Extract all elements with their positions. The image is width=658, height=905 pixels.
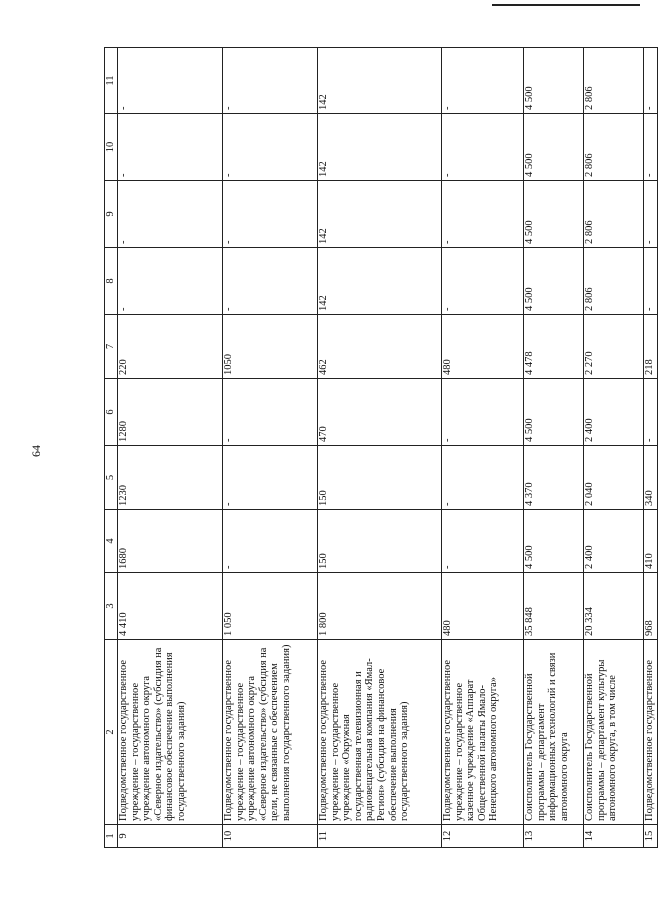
- value-cell-c5: -: [223, 446, 318, 510]
- value-cell-c9: -: [442, 181, 524, 248]
- value-cell-c7: 462: [318, 315, 442, 379]
- value-cell-c7: 1050: [223, 315, 318, 379]
- value-cell-c11: -: [223, 48, 318, 114]
- row-number-cell: 11: [318, 825, 442, 848]
- value-cell-c9: -: [644, 181, 658, 248]
- value-cell-c6: 470: [318, 379, 442, 446]
- row-number-cell: 12: [442, 825, 524, 848]
- value-cell-c4: -: [442, 510, 524, 573]
- value-cell-c8: -: [442, 248, 524, 315]
- value-cell-c5: 340: [644, 446, 658, 510]
- value-cell-c5: 2 040: [584, 446, 644, 510]
- row-number-cell: 13: [524, 825, 584, 848]
- value-cell-c3: 1 800: [318, 573, 442, 640]
- page-number: 64: [29, 445, 43, 457]
- table-row: [118, 48, 223, 848]
- value-cell-c6: -: [223, 379, 318, 446]
- value-cell-c5: 4 370: [524, 446, 584, 510]
- value-cell-c8: 2 806: [584, 248, 644, 315]
- budget-table: [104, 47, 658, 848]
- table-row: [442, 48, 524, 848]
- table-row: [223, 48, 318, 848]
- value-cell-c10: -: [442, 114, 524, 181]
- value-cell-c8: -: [118, 248, 223, 315]
- value-cell-c10: 4 500: [524, 114, 584, 181]
- value-cell-c8: 4 500: [524, 248, 584, 315]
- table-region: [104, 48, 655, 848]
- row-name-cell: Подведомственное государственное учреждение – государственное учреждение автономного округа «Северное издательство» (субсидия на цели, не связанные с обеспечением выполнения государственного задания): [223, 640, 318, 825]
- value-cell-c9: 142: [318, 181, 442, 248]
- value-cell-c3: 968: [644, 573, 658, 640]
- header-cell: 10: [105, 114, 118, 181]
- header-cell: 6: [105, 379, 118, 446]
- row-name-cell: Соисполнитель Государственной программы – департамент информационных технологий и связи автономного округа: [524, 640, 584, 825]
- header-row: [105, 48, 118, 848]
- value-cell-c7: 2 270: [584, 315, 644, 379]
- value-cell-c3: 4 410: [118, 573, 223, 640]
- row-number-cell: 9: [118, 825, 223, 848]
- value-cell-c7: 218: [644, 315, 658, 379]
- value-cell-c10: -: [118, 114, 223, 181]
- value-cell-c9: 4 500: [524, 181, 584, 248]
- table-row: [524, 48, 584, 848]
- header-cell: 5: [105, 446, 118, 510]
- header-cell: 8: [105, 248, 118, 315]
- value-cell-c11: 2 806: [584, 48, 644, 114]
- value-cell-c5: 1230: [118, 446, 223, 510]
- value-cell-c5: 150: [318, 446, 442, 510]
- value-cell-c3: 480: [442, 573, 524, 640]
- top-edge-mark: [492, 0, 640, 6]
- table-row: [644, 48, 658, 848]
- value-cell-c6: -: [442, 379, 524, 446]
- table-row: [584, 48, 644, 848]
- header-cell: 1: [105, 825, 118, 848]
- value-cell-c3: 35 848: [524, 573, 584, 640]
- row-name-cell: Подведомственное государственное учреждение – государственное казенное учреждение «Аппарат Общественной палаты Ямало-Ненецкого автономного округа»: [442, 640, 524, 825]
- row-name-cell: Подведомственное государственное учреждение – государственное учреждение автономного округа «Северное издательство» (субсидия на финансовое обеспечение выполнения государственного задания): [118, 640, 223, 825]
- value-cell-c11: 142: [318, 48, 442, 114]
- value-cell-c6: 1280: [118, 379, 223, 446]
- value-cell-c10: -: [223, 114, 318, 181]
- value-cell-c5: -: [442, 446, 524, 510]
- header-cell: 9: [105, 181, 118, 248]
- value-cell-c3: 1 050: [223, 573, 318, 640]
- header-cell: 3: [105, 573, 118, 640]
- value-cell-c7: 4 478: [524, 315, 584, 379]
- row-name-cell: Подведомственное государственное учреждение – государственное учреждение «Окружная государственная телевизионная и радиовещательная компания «Ямал-Регион» (субсидия на финансовое обеспечение выполнения государственного задания): [318, 640, 442, 825]
- value-cell-c11: -: [442, 48, 524, 114]
- value-cell-c4: 4 500: [524, 510, 584, 573]
- rotated-table-wrapper: [104, 48, 655, 848]
- value-cell-c11: 4 500: [524, 48, 584, 114]
- row-name-cell: Подведомственное государственное: [644, 640, 658, 825]
- value-cell-c3: 20 334: [584, 573, 644, 640]
- table-row: [318, 48, 442, 848]
- value-cell-c4: 150: [318, 510, 442, 573]
- value-cell-c9: 2 806: [584, 181, 644, 248]
- value-cell-c7: 220: [118, 315, 223, 379]
- value-cell-c10: -: [644, 114, 658, 181]
- header-cell: 2: [105, 640, 118, 825]
- value-cell-c6: 2 400: [584, 379, 644, 446]
- header-cell: 11: [105, 48, 118, 114]
- table-body: [105, 48, 658, 848]
- value-cell-c6: 4 500: [524, 379, 584, 446]
- value-cell-c9: -: [118, 181, 223, 248]
- value-cell-c8: -: [644, 248, 658, 315]
- value-cell-c11: -: [644, 48, 658, 114]
- value-cell-c10: 142: [318, 114, 442, 181]
- value-cell-c11: -: [118, 48, 223, 114]
- value-cell-c10: 2 806: [584, 114, 644, 181]
- header-cell: 4: [105, 510, 118, 573]
- row-number-cell: 14: [584, 825, 644, 848]
- value-cell-c4: 1680: [118, 510, 223, 573]
- header-cell: 7: [105, 315, 118, 379]
- value-cell-c4: 410: [644, 510, 658, 573]
- row-number-cell: 15: [644, 825, 658, 848]
- value-cell-c4: 2 400: [584, 510, 644, 573]
- value-cell-c9: -: [223, 181, 318, 248]
- value-cell-c6: -: [644, 379, 658, 446]
- value-cell-c7: 480: [442, 315, 524, 379]
- value-cell-c8: 142: [318, 248, 442, 315]
- value-cell-c8: -: [223, 248, 318, 315]
- row-name-cell: Соисполнитель Государственной программы – департамент культуры автономного округа, в том числе: [584, 640, 644, 825]
- row-number-cell: 10: [223, 825, 318, 848]
- value-cell-c4: -: [223, 510, 318, 573]
